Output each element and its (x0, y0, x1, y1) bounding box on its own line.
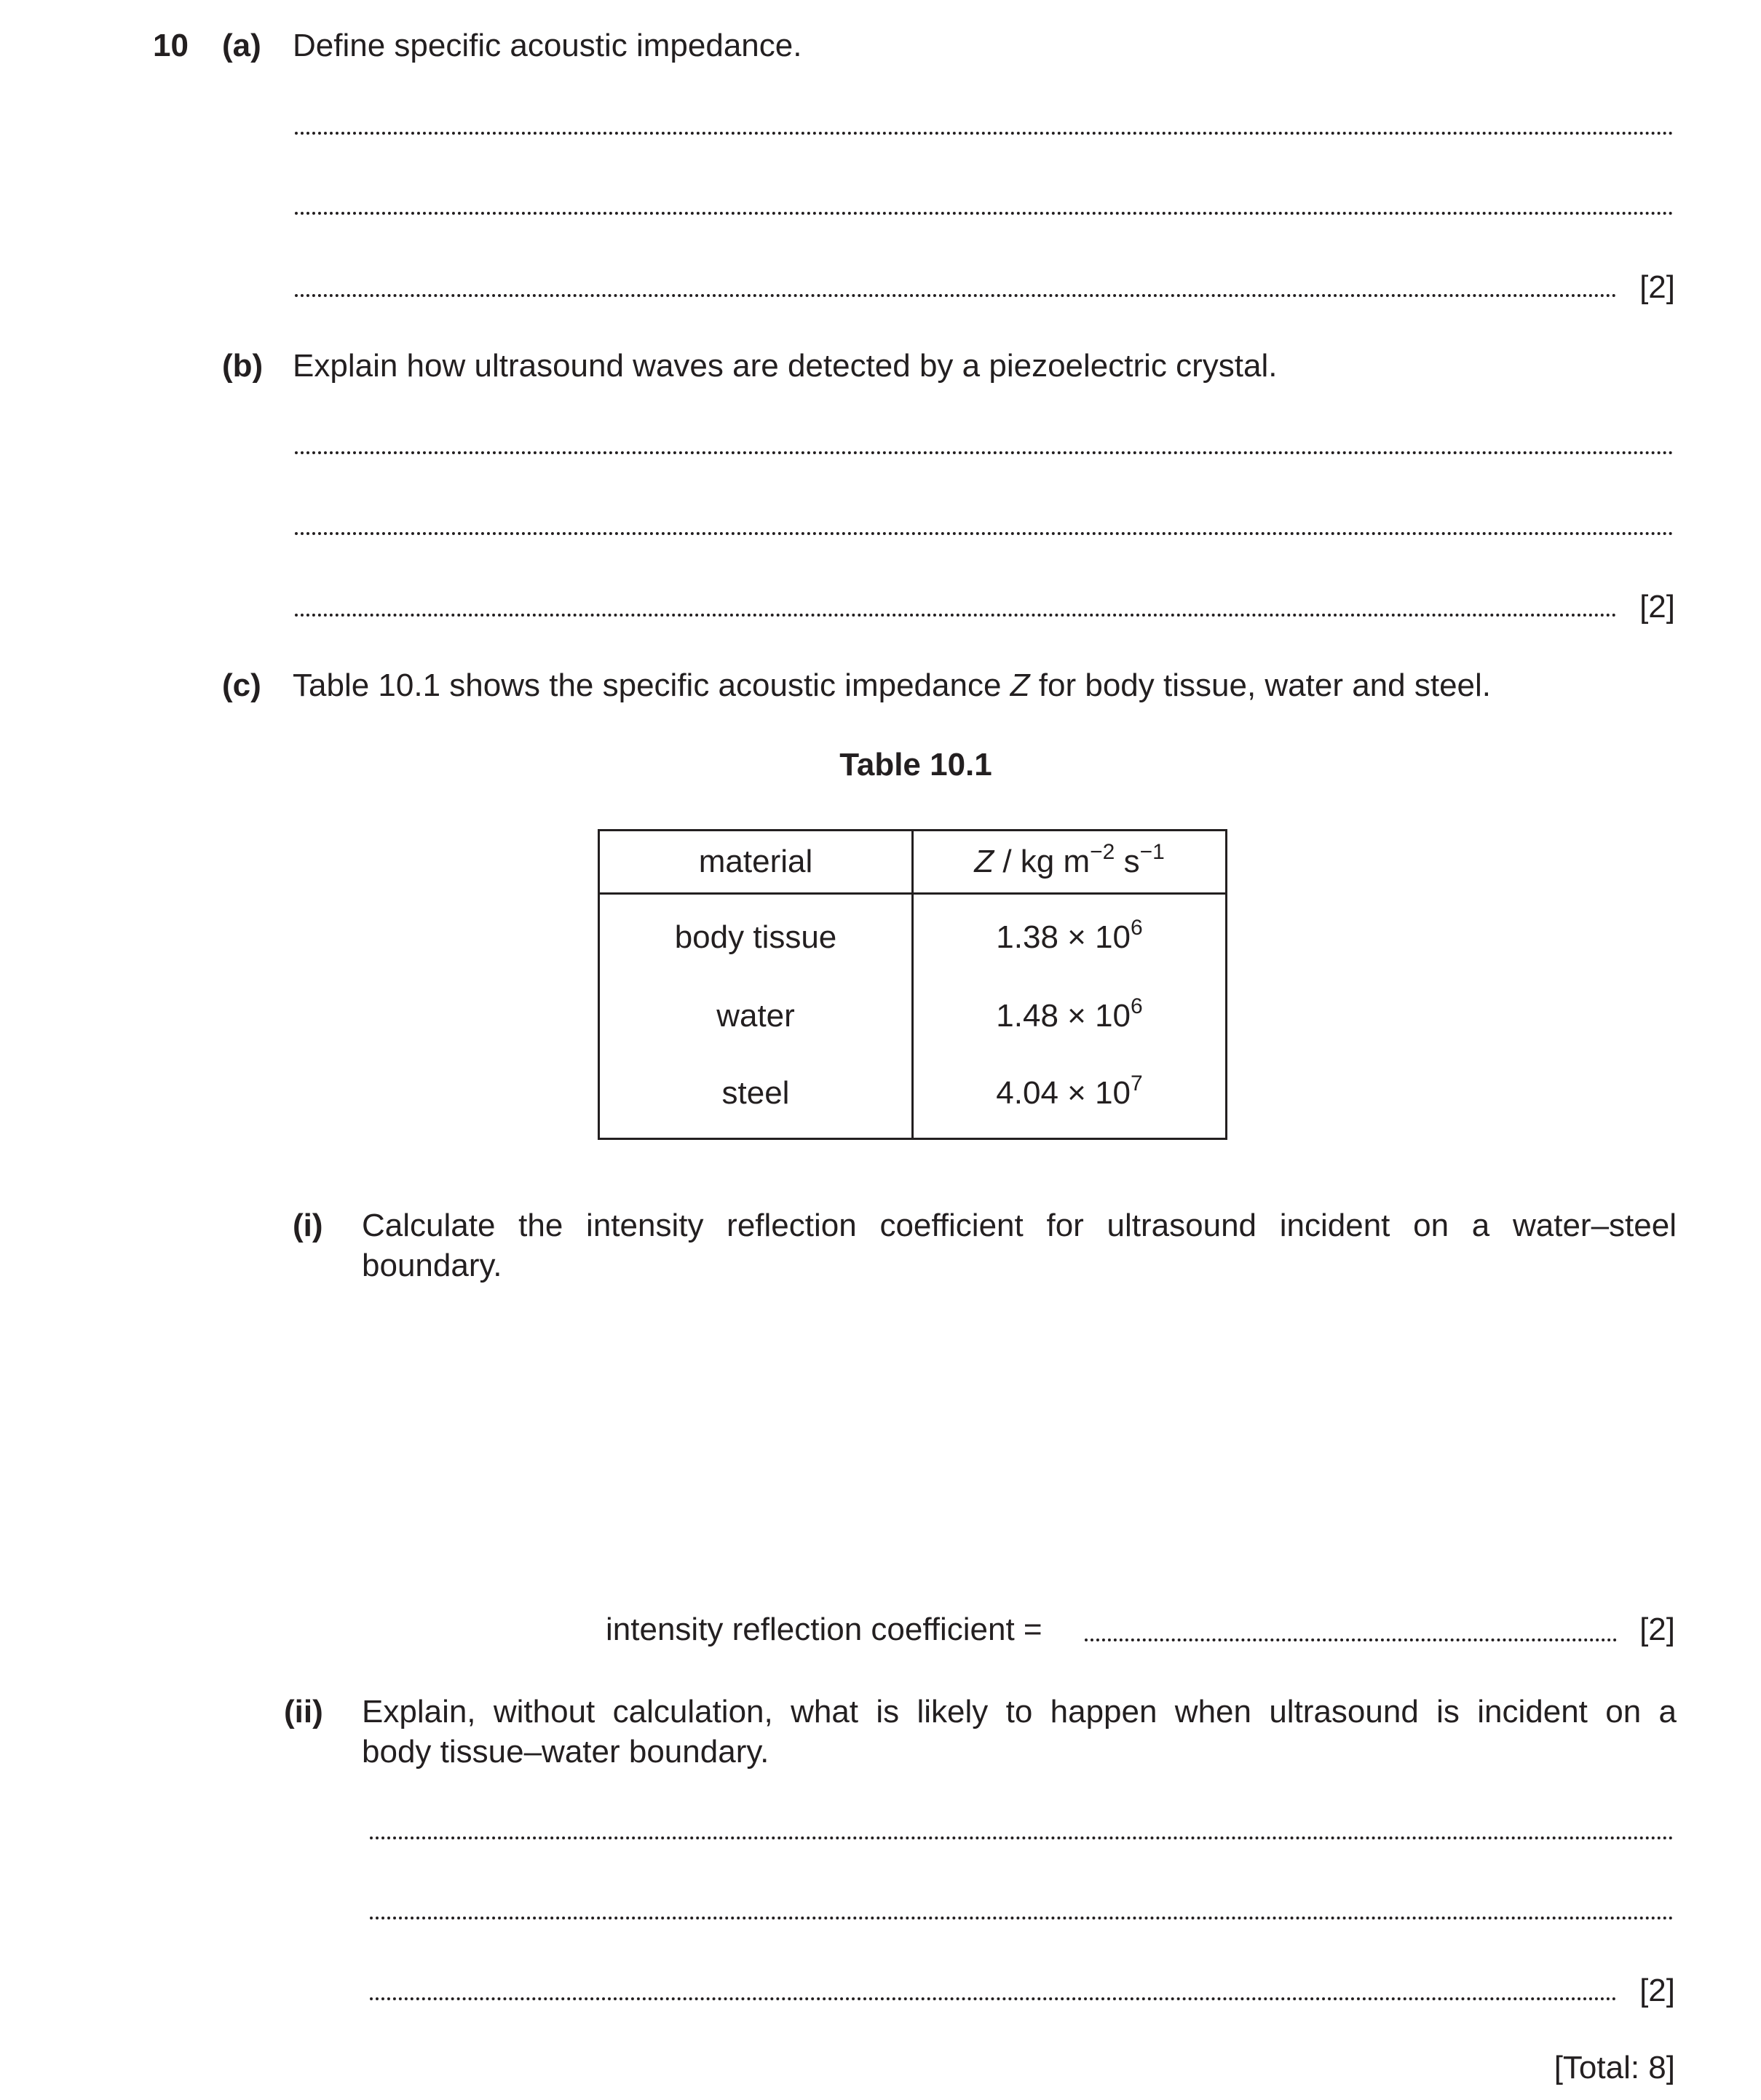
table-caption: Table 10.1 (839, 747, 992, 782)
sub-ii-label: (ii) (284, 1694, 323, 1729)
answer-line-b1[interactable] (295, 451, 1674, 454)
table-cell-material: body tissue (599, 894, 913, 978)
answer-label: intensity reflection coefficient = (606, 1612, 1042, 1647)
sub-i-label: (i) (293, 1208, 323, 1243)
part-c-text: Table 10.1 shows the specific acoustic impedance Z for body tissue, water and steel. (293, 667, 1492, 703)
answer-line-b3[interactable] (295, 614, 1617, 617)
answer-line-a2[interactable] (295, 212, 1674, 215)
table-cell-material: steel (599, 1055, 913, 1139)
answer-line-b2[interactable] (295, 532, 1674, 535)
part-b-text: Explain how ultrasound waves are detected by a piezoelectric crystal. (293, 348, 1278, 384)
table-cell-z: $1.48 \times 10^6$ (913, 978, 1227, 1055)
part-b-marks: [2] (1639, 589, 1675, 625)
sub-i-line1: Calculate the intensity reflection coefficient for ultrasound incident on a water–steel (362, 1208, 1677, 1243)
sub-ii-marks: [2] (1639, 1973, 1675, 2008)
table-cell-z: $1.38 \times 10^6$ (913, 894, 1227, 978)
answer-line-cii3[interactable] (370, 1997, 1617, 2000)
part-a-text: Define specific acoustic impedance. (293, 28, 802, 63)
table-header-material: material (599, 831, 913, 894)
question-number: 10 (153, 28, 189, 63)
answer-line-a1[interactable] (295, 132, 1674, 135)
table-header-z: Z / kg $m^{-2}$ $s^{-1}$ (913, 831, 1227, 894)
sub-i-line2: boundary. (362, 1248, 502, 1283)
table-cell-material: water (599, 978, 913, 1055)
answer-line-a3[interactable] (295, 294, 1617, 297)
part-b-label: (b) (222, 348, 264, 384)
answer-line-cii1[interactable] (370, 1836, 1674, 1839)
part-a-marks: [2] (1639, 269, 1675, 305)
total-marks: [Total: 8] (1554, 2050, 1675, 2085)
part-a-label: (a) (222, 28, 261, 63)
table-cell-z: $4.04 \times 10^7$ (913, 1055, 1227, 1139)
answer-line-cii2[interactable] (370, 1917, 1674, 1919)
sub-i-marks: [2] (1639, 1612, 1675, 1647)
sub-ii-line2: body tissue–water boundary. (362, 1734, 769, 1770)
answer-line-ci[interactable] (1085, 1639, 1617, 1641)
sub-ii-line1: Explain, without calculation, what is likely to happen when ultrasound is incident on a (362, 1694, 1677, 1729)
part-c-label: (c) (222, 667, 261, 703)
impedance-table (598, 829, 1227, 1140)
